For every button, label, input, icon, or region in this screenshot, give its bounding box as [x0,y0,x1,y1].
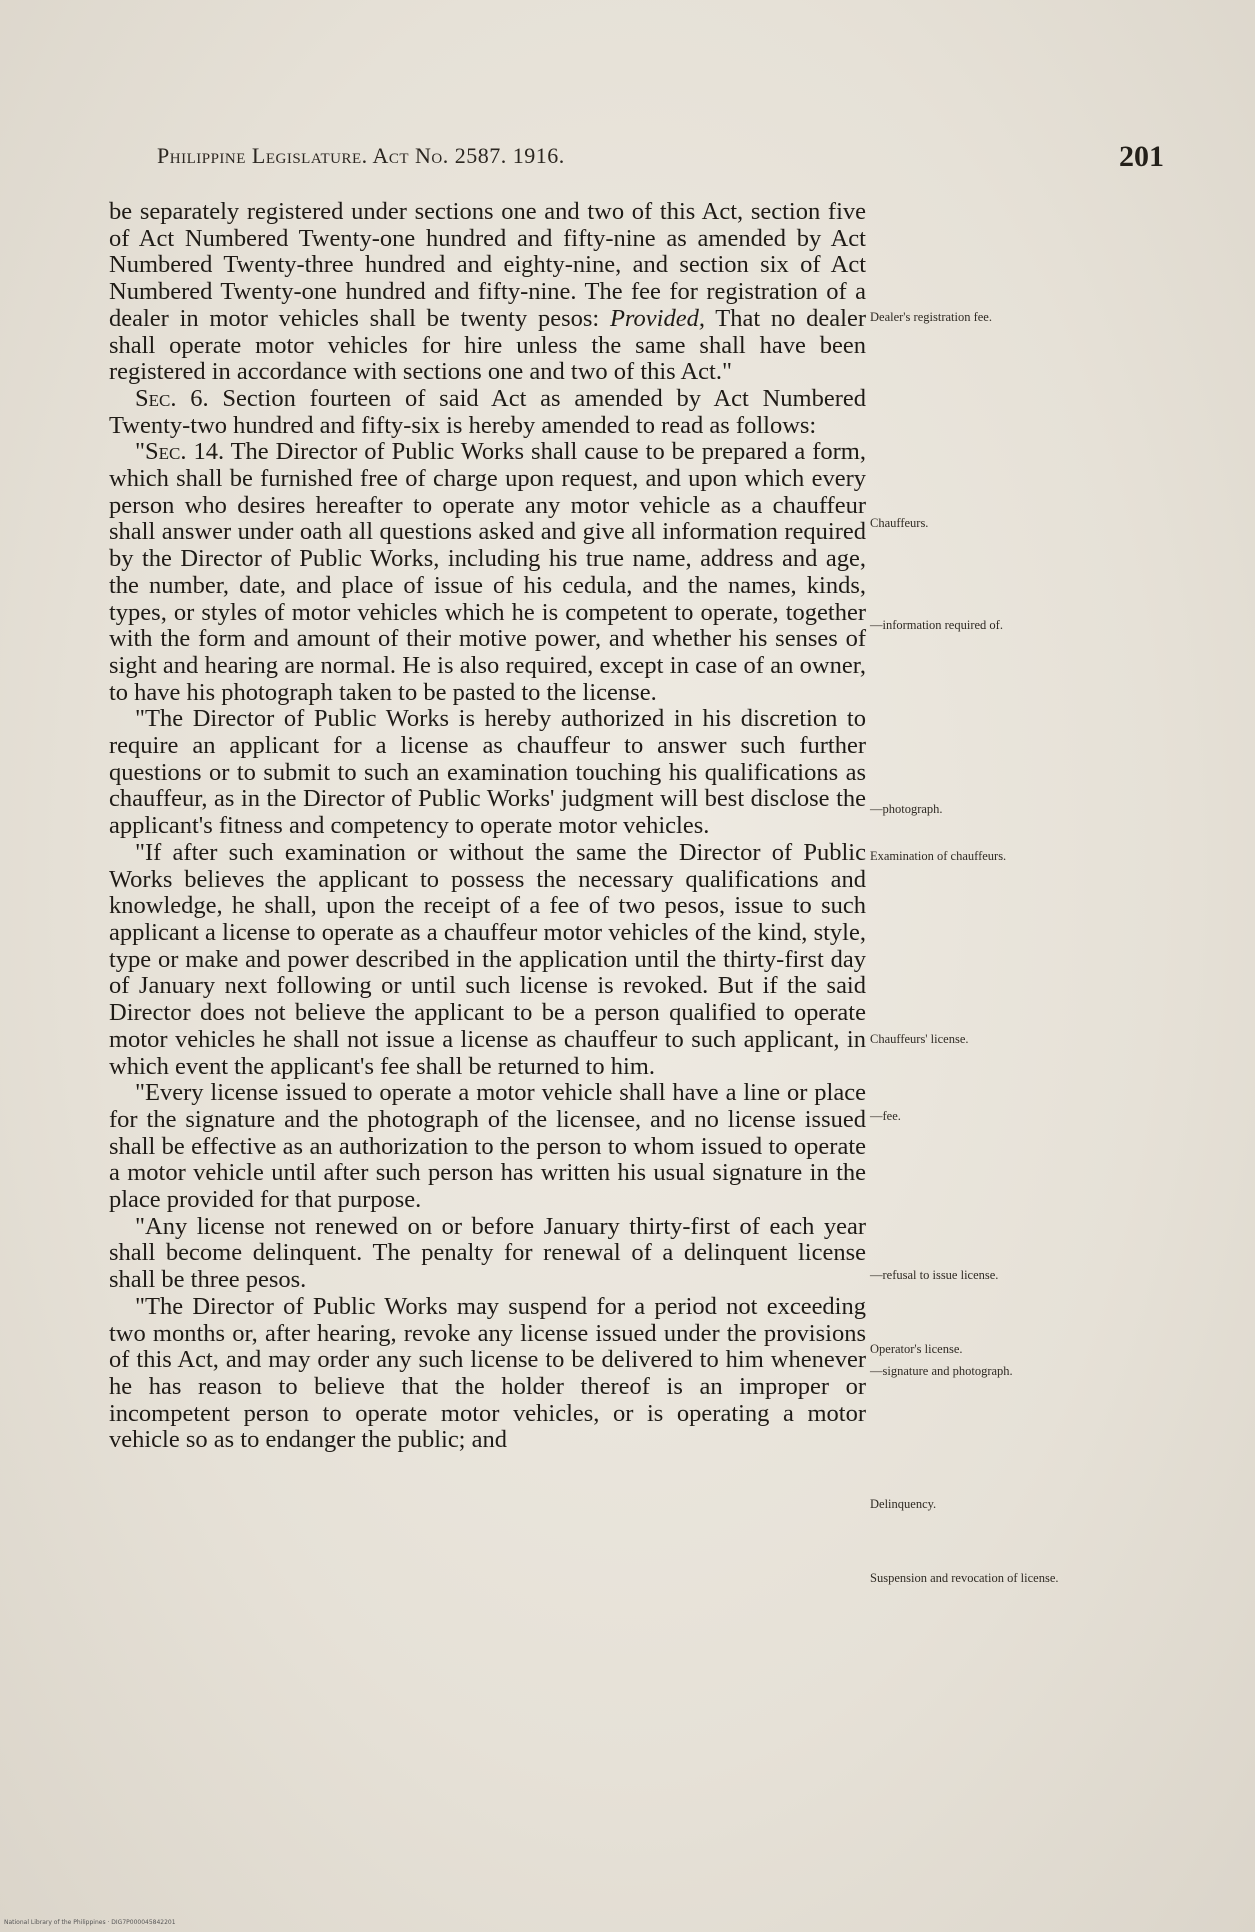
body-text [109,199,866,1454]
italic-proviso: Provided, [609,304,705,332]
paragraph-section-6: Sec. 6. Section fourteen of said Act as amended by Act Numbered Twenty-two hundred and fifty-six is hereby amended to read as follows: [109,384,866,439]
margin-note-chauffeurs-license: Chauffeurs' license. [870,1032,969,1046]
margin-note-dealer-fee: Dealer's registration fee. [870,310,992,324]
paragraph-1: be separately registered under sections one and two of this Act, section five of Act Numbered Twenty-one hundred and fifty-nine as amended by Act Numbered Twenty-three hundred and eighty-nine, and section six of Act Numbered Twenty-one hundred and fifty-nine. The fee for registration of a dealer in motor vehicles shall be twenty pesos: Provided, That no dealer shall operate motor vehicles for hire unless the same shall have been registered in accordance with sections one and two of this Act." [109,198,866,386]
paragraph-license-issue: "If after such examination or without the same the Director of Public Works believes the applicant to possess the necessary qualifications and knowledge, he shall, upon the receipt of a fee of two pesos, issue to such applicant a license to operate as a chauffeur motor vehicles of the kind, style, type or make and power described in the application until the thirty-first day of January next following or until such license is revoked. But if the said Director does not believe the applicant to be a person qualified to operate motor vehicles he shall not issue a license as chauffeur to such applicant, in which event the applicant's fee shall be returned to him. [109,838,866,1080]
running-head: Philippine Legislature. Act No. 2587. 1916. [157,143,565,168]
paragraph-signature: "Every license issued to operate a motor vehicle shall have a line or place for the signature and the photograph of the licensee, and no license issued shall be effective as an authorization to the person to whom issued to operate a motor vehicle until after such person has written his usual signature in the place provided for that purpose. [109,1079,866,1214]
margin-note-signature-photo: —signature and photograph. [870,1364,1013,1378]
paragraph-examination: "The Director of Public Works is hereby authorized in his discretion to require an applicant for a license as chauffeur to answer such further questions or to submit to such an examination touching his qualifications as chauffeur, as in the Director of Public Works' judgment will best disclose the applicant's fitness and competency to operate motor vehicles. [109,705,866,840]
paragraph-delinquency: "Any license not renewed on or before January thirty-first of each year shall become delinquent. The penalty for renewal of a delinquent license shall be three pesos. [109,1212,866,1294]
margin-note-operators-license: Operator's license. [870,1342,963,1356]
margin-note-photograph: —photograph. [870,802,943,816]
margin-note-information: —information required of. [870,618,1003,632]
footer-credit: National Library of the Philippines · DIG7P000045842201 [4,1919,176,1926]
margin-note-examination: Examination of chauffeurs. [870,849,1007,863]
paragraph-section-14: "Sec. 14. The Director of Public Works shall cause to be prepared a form, which shall be furnished free of charge upon request, and upon which every person who desires hereafter to operate any motor vehicle as a chauffeur shall answer under oath all questions asked and give all information required by the Director of Public Works, including his true name, address and age, the number, date, and place of issue of his cedula, and the names, kinds, types, or styles of motor vehicles which he is competent to operate, together with the form and amount of their motive power, and whether his senses of sight and hearing are normal. He is also required, except in case of an owner, to have his photograph taken to be pasted to the license. [109,438,866,706]
paragraph-suspension: "The Director of Public Works may suspend for a period not exceeding two months or, after hearing, revoke any license issued under the provisions of this Act, and may order any such license to be delivered to him whenever he has reason to believe that the holder thereof is an improper or incompetent person to operate motor vehicles, or is operating a motor vehicle so as to endanger the public; and [109,1292,866,1454]
margin-note-fee: —fee. [870,1109,901,1123]
margin-note-delinquency: Delinquency. [870,1497,937,1511]
page-number: 201 [1119,140,1164,173]
margin-note-chauffeurs: Chauffeurs. [870,516,929,530]
margin-note-suspension: Suspension and revocation of license. [870,1571,1059,1585]
margin-note-refusal: —refusal to issue license. [870,1268,999,1282]
